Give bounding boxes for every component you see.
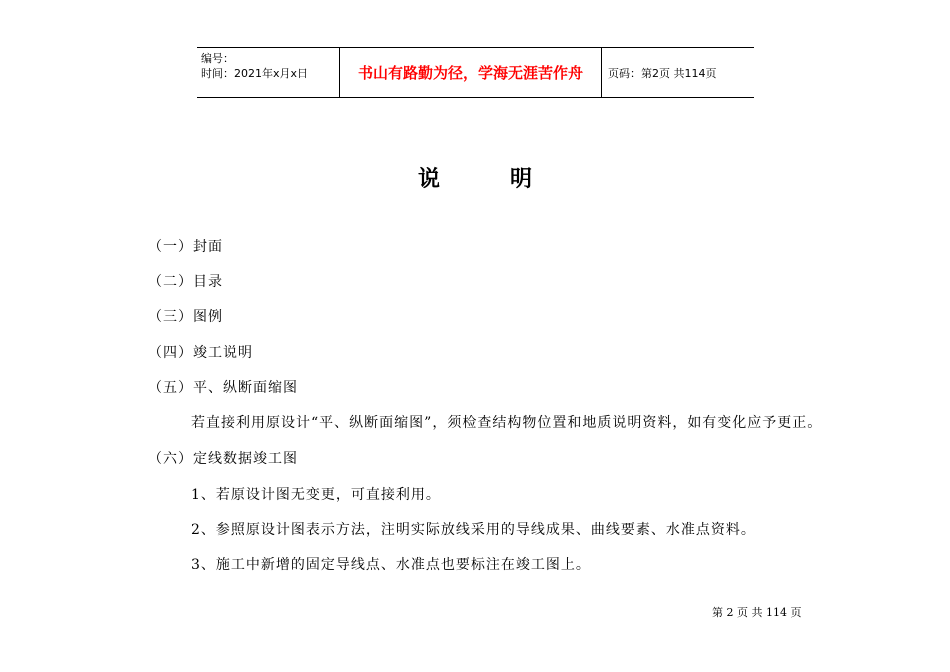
page-footer: 第 2 页 共 114 页 (712, 606, 802, 619)
item-alignment-sub-1: 1、若原设计图无变更，可直接利用。 (191, 487, 441, 503)
time-label: 时间：2021年x月x日 (201, 67, 309, 80)
item-alignment-sub-3: 3、施工中新增的固定导线点、水准点也要标注在竣工图上。 (191, 557, 591, 573)
item-cover: （一）封面 (148, 239, 223, 255)
title-char-2: 明 (510, 167, 533, 192)
page-header (197, 47, 754, 98)
item-profile-description: 若直接利用原设计“平、纵断面缩图”，须检查结构物位置和地质说明资料，如有变化应予更正。 (191, 415, 823, 431)
number-label: 编号： (201, 52, 234, 65)
page-title (0, 162, 950, 193)
item-profile-drawings: （五）平、纵断面缩图 (148, 380, 298, 396)
item-alignment-sub-2: 2、参照原设计图表示方法，注明实际放线采用的导线成果、曲线要素、水准点资料。 (191, 522, 756, 538)
item-legend: （三）图例 (148, 309, 223, 325)
item-toc: （二）目录 (148, 274, 223, 290)
item-completion-notes: （四）竣工说明 (148, 345, 253, 361)
header-page-code: 页码：第2页 共114页 (608, 66, 717, 80)
header-motto: 书山有路勤为径，学海无涯苦作舟 (340, 48, 602, 97)
header-meta (197, 48, 340, 97)
title-char-1: 说 (417, 167, 440, 192)
item-alignment-drawing: （六）定线数据竣工图 (148, 451, 298, 467)
